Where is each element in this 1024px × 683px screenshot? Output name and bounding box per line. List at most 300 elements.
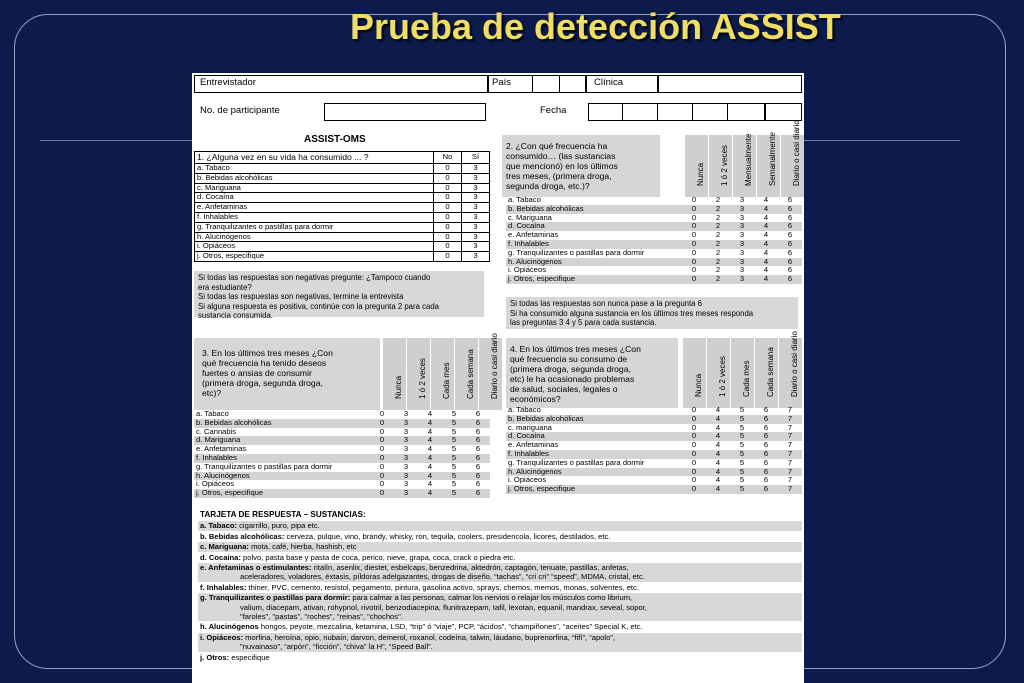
response-card-item-label: h. Alucinógenos [200,622,259,632]
q2-score-cell[interactable]: 4 [763,195,769,204]
q3-score-cell[interactable]: 6 [466,436,490,445]
q4-substance: b. Bebidas alcohólicas [506,415,682,424]
q4-score-cell[interactable]: 4 [706,432,730,441]
q2-score-cell[interactable]: 0 [682,222,706,231]
q1-substance: a. Tabaco [195,164,434,174]
q3-score-cell[interactable]: 6 [466,419,490,428]
q4-substance: a. Tabaco [508,405,541,414]
q1-substance: f. Inhalables [195,212,434,222]
q4-row [506,468,802,477]
response-card-item [198,532,802,541]
q4-row [506,485,802,494]
assist-oms-heading: ASSIST-OMS [304,134,366,145]
q2-score-cell[interactable]: 3 [739,247,745,257]
response-card-item-continuation: aceleradores, voladores, éxtasis, píldoras adelgazantes, drogas de diseño, “tachas”, “cri cri” “speed”, MDMA, cristal, etc. [240,572,645,582]
q2-note-line: Si ha consumido alguna sustancia en los últimos tres meses responda [510,308,754,318]
q2-score-cell[interactable]: 6 [787,247,793,257]
response-card-item-text: thiner, PVC, cemento, resistol, pegamento, pintura, gasolina activo, sprays, chemos, memos, monas, solventes, etc. [246,582,639,592]
q3-score-cell[interactable]: 4 [427,479,433,489]
q1-row [195,212,490,222]
date-month-box [692,103,728,121]
q2-score-cell[interactable]: 4 [754,258,778,267]
q1-score-cell[interactable]: 3 [462,173,490,183]
q2-score-cell[interactable]: 6 [778,258,802,267]
response-card-item-continuation: valium, diacepam, ativan, rohypnol, rivotril, benzodiacepina, flunitrazepam, tafil, lexotan, equanil, mandrax, seveal, sopor, [240,602,647,612]
q3-score-cell[interactable]: 0 [370,454,394,463]
q4-score-cell[interactable]: 6 [763,422,769,432]
q1-substance: d. Cocaína [195,193,434,203]
q2-score-cell[interactable]: 2 [715,230,721,240]
q4-score-cell[interactable]: 0 [682,415,706,424]
q3-col-header-label: Nunca [393,375,403,399]
q3-score-cell[interactable]: 5 [451,444,457,454]
q3-score-cell[interactable]: 4 [418,419,442,428]
q4-score-cell[interactable]: 7 [787,422,793,432]
q2-substance: e. Anfetaminas [508,230,559,240]
q1-score-cell[interactable]: 0 [434,242,462,252]
q2-col-header-label: 1 ó 2 veces [719,145,729,186]
q3-score-cell[interactable]: 3 [394,419,418,428]
q1-note-line: sustancia consumida. [198,311,273,320]
q1-score-cell[interactable]: 3 [462,193,490,203]
q2-table [506,196,802,284]
q4-score-cell[interactable]: 0 [682,450,706,459]
q3-row [194,445,490,454]
q3-col-header [454,338,478,410]
q4-score-cell[interactable]: 0 [682,432,706,441]
q2-substance: j. Otros, especifique [506,275,682,284]
q3-score-cell[interactable]: 6 [475,409,481,418]
q2-score-cell[interactable]: 6 [778,240,802,249]
q4-score-cell[interactable]: 6 [754,468,778,477]
q3-score-cell[interactable]: 6 [475,444,481,454]
q1-score-cell[interactable]: 3 [462,252,490,262]
q4-score-cell[interactable]: 4 [706,485,730,494]
q1-score-cell[interactable]: 0 [434,183,462,193]
q1-score-cell[interactable]: 0 [434,193,462,203]
q3-score-cell[interactable]: 4 [427,461,433,471]
response-card-item-label: d. Cocaína: [200,552,241,562]
q2-score-cell[interactable]: 4 [754,222,778,231]
q3-substance: g. Tranquilizantes o pastillas para dormir [196,461,333,471]
q1-question: 1. ¿Alguna vez en su vida ha consumido ... ? [195,152,434,164]
country-box [532,75,560,93]
response-card-item-text: cerveza, pulque, vino, brandy, whisky, ron, tequila, coolers, presidencola, licores, destilados, etc. [284,531,611,541]
q3-score-cell[interactable]: 4 [418,436,442,445]
q2-score-cell[interactable]: 2 [706,222,730,231]
q4-score-cell[interactable]: 6 [763,405,769,414]
q2-score-cell[interactable]: 4 [763,265,769,275]
q1-col-si: Sí [462,152,490,164]
q2-score-cell[interactable]: 6 [778,205,802,214]
q3-substance: d. Mariguana [194,436,370,445]
q2-substance: b. Bebidas alcohólicas [506,205,682,214]
q4-score-cell[interactable]: 6 [754,485,778,494]
q3-substance: j. Otros, especifique [194,489,370,498]
q1-row [195,222,490,232]
q4-score-cell[interactable]: 7 [778,485,802,494]
q4-col-header [778,331,802,408]
q4-score-cell[interactable]: 7 [787,475,793,485]
q1-note-line: Si todas las respuestas son negativas pregunte: ¿Tampoco cuando [198,273,431,282]
q2-score-cell[interactable]: 6 [787,230,793,240]
q2-score-cell[interactable]: 0 [691,247,697,257]
q3-score-cell[interactable]: 6 [466,489,490,498]
q2-score-cell[interactable]: 0 [682,240,706,249]
q4-score-cell[interactable]: 0 [691,457,697,467]
q1-score-cell[interactable]: 0 [434,173,462,183]
q4-score-cell[interactable]: 7 [787,457,793,467]
q2-note-line: Si todas las respuestas son nunca pase a la pregunta 6 [510,299,703,308]
q2-score-cell[interactable]: 3 [739,230,745,240]
q2-question-line: que mencionó) en los últimos [506,161,618,171]
response-card-item-label: c. Mariguana: [200,542,249,552]
response-card-item-label: a. Tabaco: [200,521,237,531]
q1-instructions [194,271,484,320]
q4-score-cell[interactable]: 5 [739,405,745,414]
q2-score-cell[interactable]: 2 [715,265,721,275]
q2-score-cell[interactable]: 3 [730,240,754,249]
q4-score-cell[interactable]: 4 [706,450,730,459]
response-card-item-text: ritalín, asenlix, diestet, esbelcaps, benzedrina, aktedrón, captagón, tenuate, pastillas, anfetas, [311,563,629,573]
response-card-item [198,593,802,621]
response-card-item-text: hongos, peyote, mezcalina, ketamina, LSD, “trip” ó “viaje”, PCP, “ácidos”, “champiñones”, “aceites” Special K, etc. [258,622,643,632]
slide-title: Prueba de detección ASSIST [350,6,841,47]
q3-substance: f. Inhalables [194,454,370,463]
clinic-value-box[interactable] [658,75,802,93]
q2-score-cell[interactable]: 2 [706,205,730,214]
q3-score-cell[interactable]: 5 [451,461,457,471]
response-card-item-text: para calmar a las personas, calmar los nervios o relajar los músculos como librium, [350,593,633,603]
response-card-item-label: b. Bebidas alcohólicas: [200,531,285,541]
q3-score-cell[interactable]: 4 [427,409,433,418]
q4-score-cell[interactable]: 0 [682,468,706,477]
q4-score-cell[interactable]: 7 [778,468,802,477]
q1-substance: i. Opiáceos [195,242,434,252]
q2-score-cell[interactable]: 4 [754,240,778,249]
response-card-item [198,622,802,631]
q4-question-line: (primera droga, segunda droga, [510,364,631,374]
q1-col-no: No [434,152,462,164]
q2-score-cell[interactable]: 6 [787,195,793,204]
q4-score-cell[interactable]: 4 [715,475,721,485]
q2-score-cell[interactable]: 0 [682,275,706,284]
q1-row [195,252,490,262]
response-card-item-continuation: "faroles", "pastas", "roches", "reinas", "chochos". [240,612,403,622]
response-card-item-label: g. Tranquilizantes o pastillas para dormir: [200,593,351,603]
response-card-item-continuation: "nuvainaso", “arpón”, “ficción”, “chiva” la H”, “Speed Ball”. [240,642,433,652]
q1-score-cell[interactable]: 3 [462,222,490,232]
q2-substance: c. Mariguana [508,212,552,222]
date-day-box [622,103,658,121]
q2-score-cell[interactable]: 6 [787,265,793,275]
q4-score-cell[interactable]: 6 [754,450,778,459]
q4-score-cell[interactable]: 5 [739,457,745,467]
q4-score-cell[interactable]: 6 [763,457,769,467]
q3-question-line: etc)? [202,388,222,398]
q4-question-line: etc) le ha ocasionado problemas [510,374,635,384]
q3-score-cell[interactable]: 0 [379,409,385,418]
q3-score-cell[interactable]: 0 [370,419,394,428]
q3-score-cell[interactable]: 5 [442,436,466,445]
q1-score-cell[interactable]: 0 [434,164,462,174]
q2-col-header [708,135,732,197]
response-card-item [198,653,802,662]
q1-score-cell[interactable]: 3 [462,164,490,174]
q3-score-cell[interactable]: 5 [451,409,457,418]
q2-score-cell[interactable]: 4 [763,230,769,240]
q2-score-cell[interactable]: 2 [715,195,721,204]
q3-substance: h. Alucinógenos [194,472,370,481]
q4-col-header [730,338,754,408]
q4-substance: d. Cocaína [506,432,682,441]
q3-score-cell[interactable]: 4 [418,454,442,463]
q2-score-cell[interactable]: 3 [730,222,754,231]
q3-score-cell[interactable]: 0 [379,444,385,454]
response-card-item-text: mota, café, hierba, hashish, etc [248,542,357,552]
q2-score-cell[interactable]: 6 [778,275,802,284]
q4-score-cell[interactable]: 5 [730,485,754,494]
q3-score-cell[interactable]: 0 [379,426,385,436]
response-card [198,510,802,663]
q3-score-cell[interactable]: 4 [427,444,433,454]
q1-score-cell[interactable]: 3 [462,242,490,252]
q2-score-cell[interactable]: 2 [706,275,730,284]
q4-question-line: económicos? [510,394,561,404]
q2-score-cell[interactable]: 4 [763,247,769,257]
q4-score-cell[interactable]: 5 [739,422,745,432]
q4-substance: f. Inhalables [506,450,682,459]
q4-score-cell[interactable]: 0 [691,475,697,485]
q1-score-cell[interactable]: 3 [462,232,490,242]
q2-score-cell[interactable]: 2 [715,247,721,257]
q3-score-cell[interactable]: 3 [394,489,418,498]
q2-score-cell[interactable]: 3 [739,195,745,204]
q4-score-cell[interactable]: 6 [763,475,769,485]
q2-score-cell[interactable]: 2 [715,212,721,222]
q2-instructions [506,297,798,329]
q2-score-cell[interactable]: 2 [706,258,730,267]
q2-score-cell[interactable]: 0 [682,205,706,214]
q3-score-cell[interactable]: 4 [418,472,442,481]
q2-substance: g. Tranquilizantes o pastillas para dormir [508,247,645,257]
q4-col-header-label: Cada mes [741,360,751,397]
q1-score-cell[interactable]: 0 [434,203,462,213]
q3-substance: e. Anfetaminas [196,444,247,454]
q4-score-cell[interactable]: 6 [754,415,778,424]
q2-substance: h. Alucinógenos [506,258,682,267]
q2-score-cell[interactable]: 0 [691,265,697,275]
q2-score-cell[interactable]: 4 [754,205,778,214]
q1-substance: e. Anfetaminas [195,203,434,213]
q4-substance: h. Alucinógenos [506,468,682,477]
q2-score-cell[interactable]: 0 [682,258,706,267]
q3-col-header [478,333,502,410]
q1-table [194,151,490,262]
q2-score-cell[interactable]: 3 [739,265,745,275]
q1-score-cell[interactable]: 0 [434,212,462,222]
q1-score-cell[interactable]: 3 [462,203,490,213]
q2-score-cell[interactable]: 3 [739,212,745,222]
q2-col-header [684,135,708,197]
q4-score-cell[interactable]: 0 [691,422,697,432]
q3-col-header-label: Cada mes [441,362,451,399]
q3-score-cell[interactable]: 6 [466,454,490,463]
q1-note-line: Si alguna respuesta es positiva, continúe con la pregunta 2 para cada [198,301,439,311]
q4-score-cell[interactable]: 4 [706,468,730,477]
q4-score-cell[interactable]: 7 [778,450,802,459]
q2-note-line: las preguntas 3 4 y 5 para cada sustancia. [510,318,657,327]
q2-col-header-label: Diario o casi diario [791,120,801,186]
q3-score-cell[interactable]: 3 [394,436,418,445]
q4-score-cell[interactable]: 4 [706,415,730,424]
q2-substance: a. Tabaco [508,195,541,204]
q4-col-header-label: Diario o casi diario [789,331,799,397]
q3-score-cell[interactable]: 5 [451,426,457,436]
assist-form-sheet [192,73,804,683]
q2-score-cell[interactable]: 0 [691,212,697,222]
q1-note-line: Si todas las respuestas son negativas, termine la entrevista [198,292,404,301]
q3-score-cell[interactable]: 3 [403,409,409,418]
q4-score-cell[interactable]: 4 [715,457,721,467]
q3-row [194,472,490,481]
q1-row [195,173,490,183]
q4-score-cell[interactable]: 6 [763,440,769,450]
q3-question-line: fuertes o ansias de consumir [202,368,312,378]
q1-substance: h. Alucinógenos [195,232,434,242]
q3-score-cell[interactable]: 6 [475,479,481,489]
interviewer-label: Entrevistador [200,77,256,88]
q4-score-cell[interactable]: 0 [682,485,706,494]
q1-score-cell[interactable]: 0 [434,222,462,232]
response-card-item-label: j. Otros: [200,652,230,662]
q3-score-cell[interactable]: 3 [403,444,409,454]
q2-row [506,214,802,223]
response-card-item [198,553,802,562]
q4-row [506,441,802,450]
q4-substance: e. Anfetaminas [508,440,559,450]
q3-score-cell[interactable]: 0 [370,472,394,481]
q2-question-line: consumido… (las sustancias [506,151,616,161]
q4-score-cell[interactable]: 7 [778,432,802,441]
q3-score-cell[interactable]: 0 [379,461,385,471]
q3-score-cell[interactable]: 3 [394,472,418,481]
q4-score-cell[interactable]: 0 [691,405,697,414]
q4-score-cell[interactable]: 5 [730,415,754,424]
q3-question-line: qué frecuencia ha tenido deseos [202,358,327,368]
q4-col-header [754,338,778,408]
q2-substance: i. Opiáceos [508,265,546,275]
q2-score-cell[interactable]: 3 [730,275,754,284]
q4-question-line: 4. En los últimos tres meses ¿Con [510,344,641,354]
response-card-item [198,633,802,652]
q2-score-cell[interactable]: 0 [691,230,697,240]
response-card-item [198,542,802,551]
q3-score-cell[interactable]: 3 [394,454,418,463]
q4-score-cell[interactable]: 4 [715,440,721,450]
q1-substance: b. Bebidas alcohólicas [195,173,434,183]
q1-score-cell[interactable]: 0 [434,252,462,262]
q3-score-cell[interactable]: 5 [451,479,457,489]
q2-score-cell[interactable]: 2 [706,240,730,249]
q3-score-cell[interactable]: 3 [403,426,409,436]
q4-col-header-label: 1 ó 2 veces [717,356,727,397]
q4-score-cell[interactable]: 5 [739,475,745,485]
q3-substance: c. Cannabis [196,426,237,436]
q3-score-cell[interactable]: 5 [442,489,466,498]
q3-score-cell[interactable]: 3 [403,479,409,489]
q3-score-cell[interactable]: 4 [418,489,442,498]
q4-score-cell[interactable]: 7 [778,415,802,424]
q3-score-cell[interactable]: 5 [442,454,466,463]
q3-score-cell[interactable]: 6 [466,472,490,481]
q4-substance: c. mariguana [508,422,552,432]
q3-score-cell[interactable]: 5 [442,472,466,481]
q4-score-cell[interactable]: 5 [730,468,754,477]
q2-col-header-label: Nunca [695,162,705,186]
q3-score-cell[interactable]: 5 [442,419,466,428]
q2-score-cell[interactable]: 4 [754,275,778,284]
q4-score-cell[interactable]: 4 [715,405,721,414]
q1-score-cell[interactable]: 3 [462,212,490,222]
q4-score-cell[interactable]: 7 [787,440,793,450]
response-card-item [198,563,802,582]
q4-col-header [706,338,730,408]
q4-table [506,406,802,494]
q3-score-cell[interactable]: 6 [475,426,481,436]
q2-score-cell[interactable]: 0 [691,195,697,204]
q3-score-cell[interactable]: 6 [475,461,481,471]
q2-question-box [502,135,660,197]
q3-col-header-label: Cada semana [465,349,475,399]
q3-col-header-label: 1 ó 2 veces [417,358,427,399]
q3-substance: b. Bebidas alcohólicas [194,419,370,428]
q3-score-cell[interactable]: 0 [370,489,394,498]
q4-score-cell[interactable]: 0 [691,440,697,450]
q3-score-cell[interactable]: 3 [403,461,409,471]
q4-score-cell[interactable]: 5 [730,450,754,459]
q1-substance: c. Mariguana [195,183,434,193]
q2-score-cell[interactable]: 6 [778,222,802,231]
q4-col-header-label: Nunca [693,373,703,397]
q3-score-cell[interactable]: 0 [370,436,394,445]
q2-score-cell[interactable]: 6 [787,212,793,222]
response-card-item-label: f. Inhalables: [200,582,247,592]
q2-score-cell[interactable]: 3 [730,205,754,214]
q1-score-cell[interactable]: 3 [462,183,490,193]
q2-question-line: tres meses, (primera droga, [506,171,612,181]
clinic-label: Clínica [594,77,624,88]
q4-question-box [506,338,678,408]
q1-substance: j. Otros, especifique [195,252,434,262]
q4-score-cell[interactable]: 6 [754,432,778,441]
q3-score-cell[interactable]: 4 [427,426,433,436]
q4-score-cell[interactable]: 7 [787,405,793,414]
q4-question-line: qué frecuencia su consumo de [510,354,628,364]
participant-field[interactable] [324,103,486,121]
q1-score-cell[interactable]: 0 [434,232,462,242]
q4-score-cell[interactable]: 4 [715,422,721,432]
q4-score-cell[interactable]: 5 [730,432,754,441]
q2-substance: f. Inhalables [506,240,682,249]
q2-score-cell[interactable]: 4 [763,212,769,222]
response-card-item [198,521,802,530]
response-card-item-text: especifique [229,652,270,662]
q4-col-header [682,338,706,408]
q4-score-cell[interactable]: 5 [739,440,745,450]
q2-score-cell[interactable]: 3 [730,258,754,267]
q3-score-cell[interactable]: 0 [379,479,385,489]
